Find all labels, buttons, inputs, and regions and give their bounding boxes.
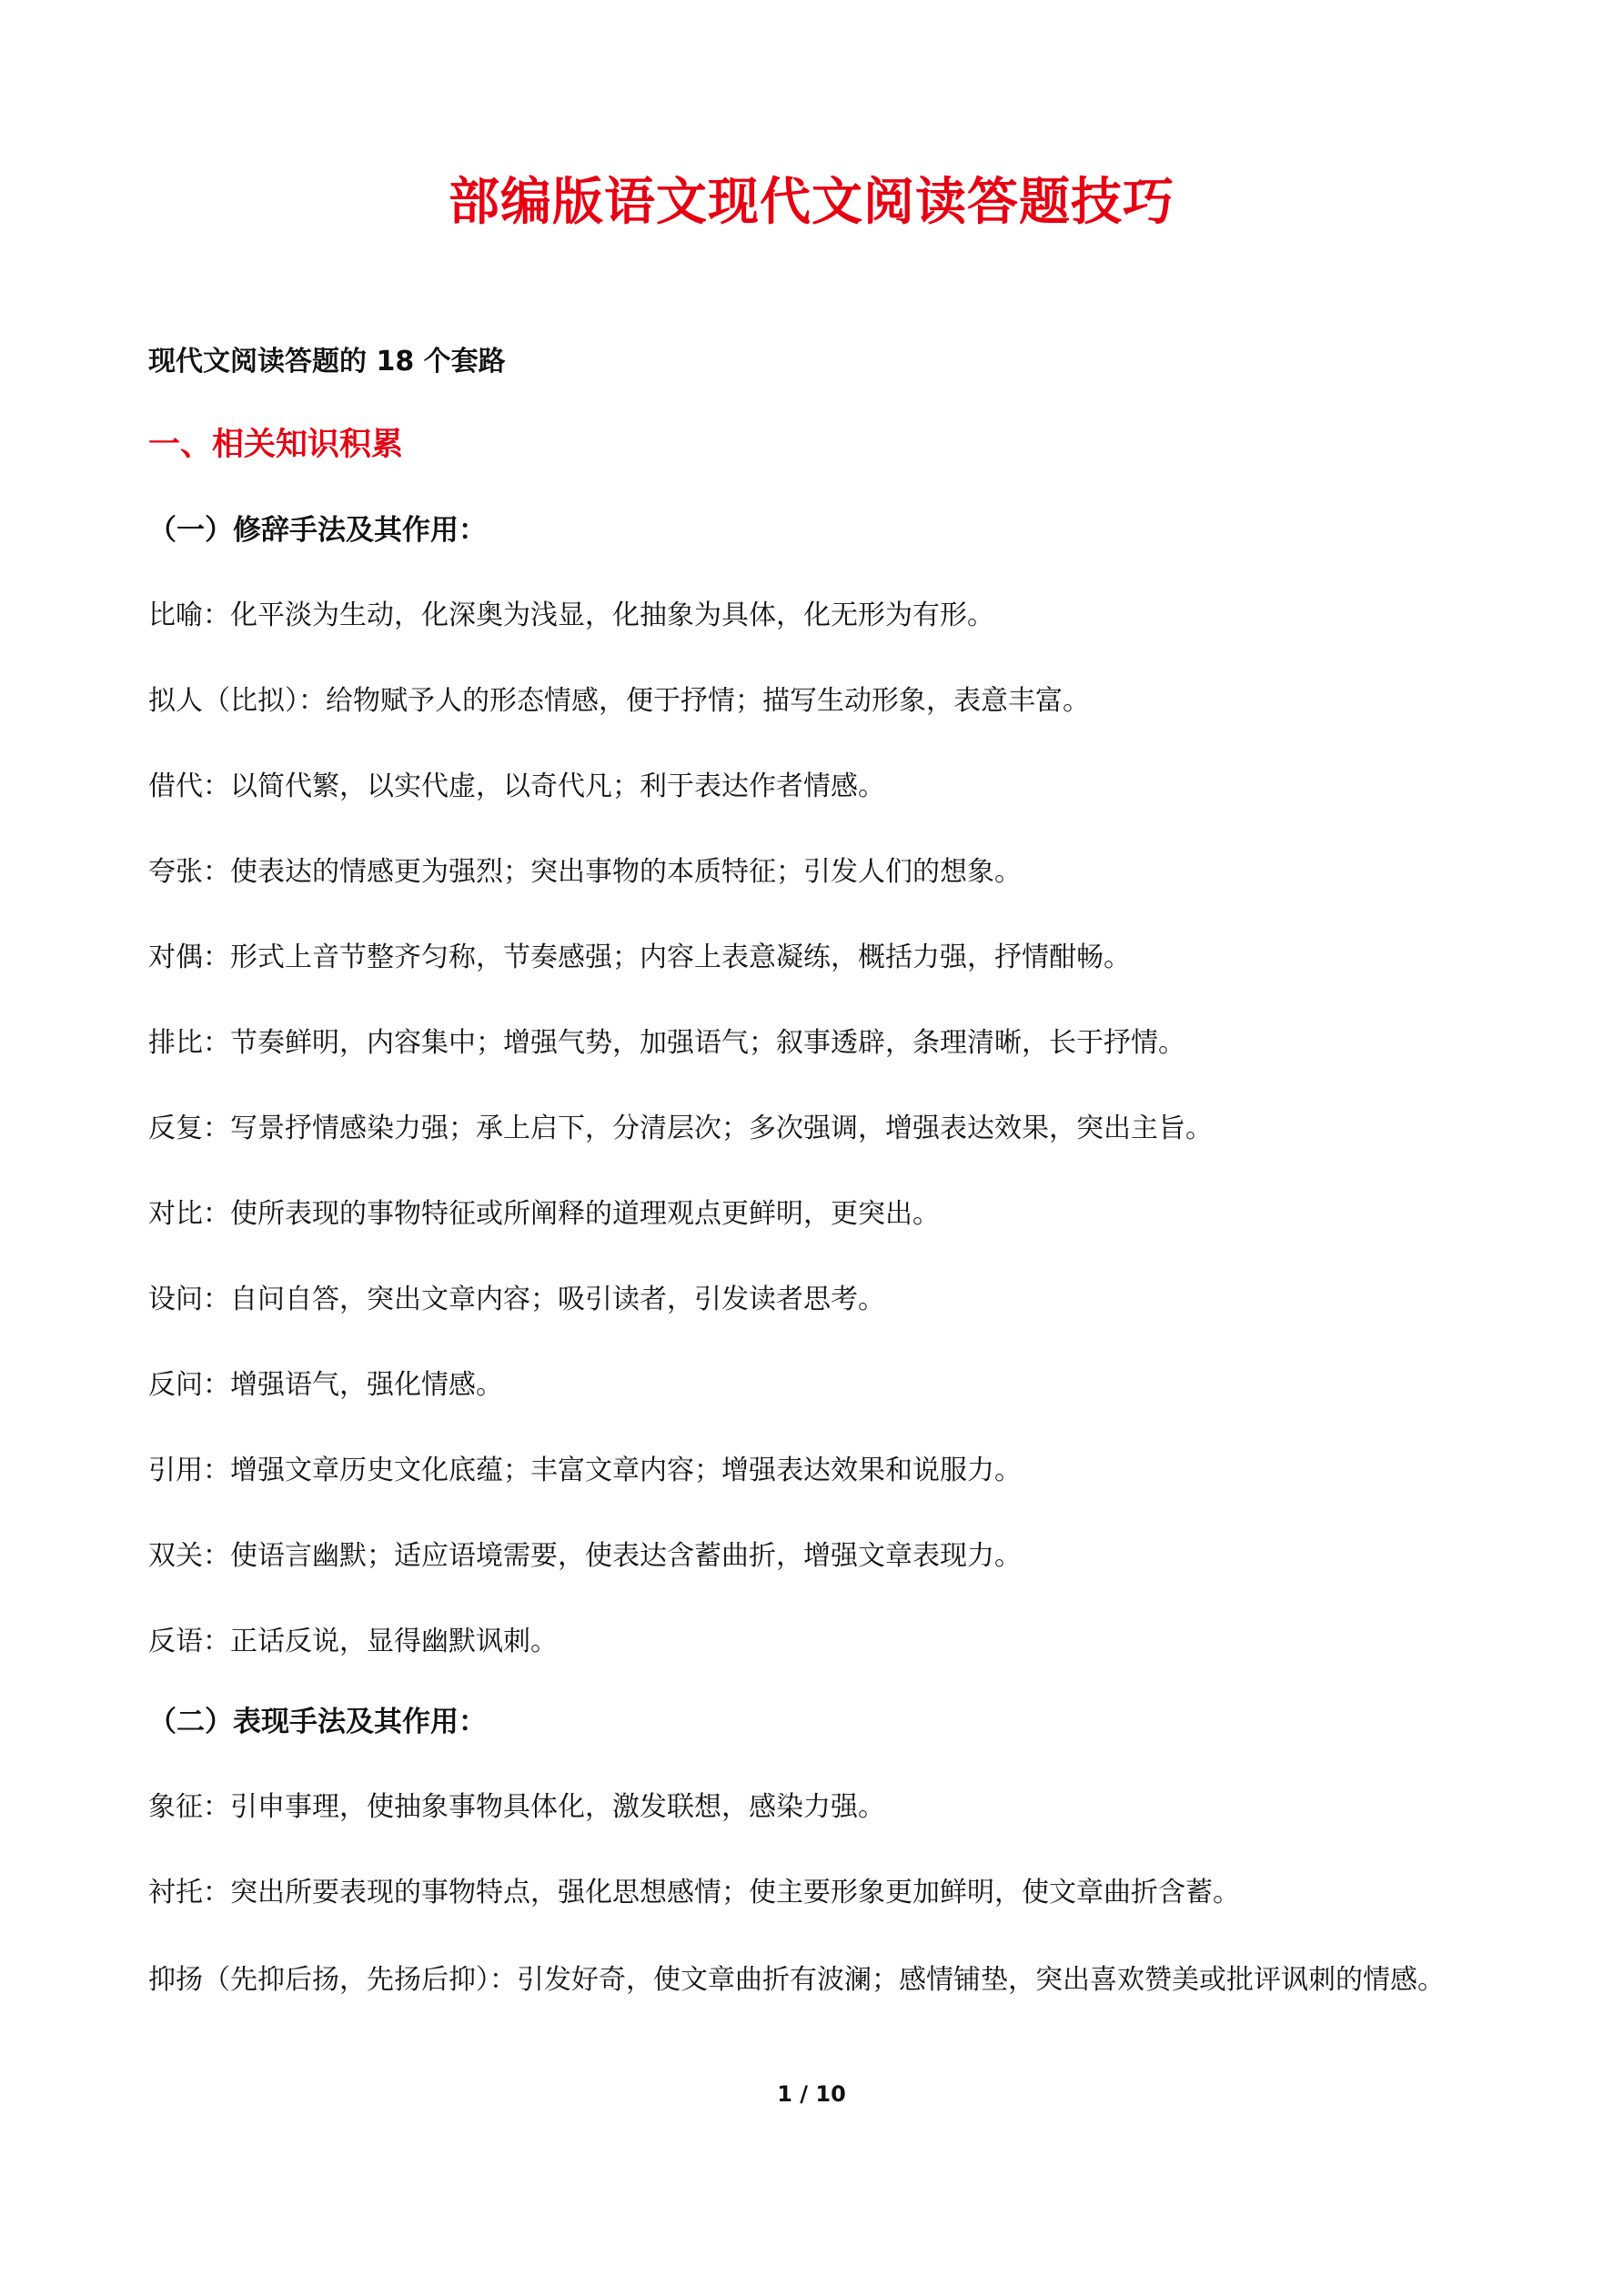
document-body: [148, 344, 1477, 2001]
document-subtitle: 现代文阅读答题的 18 个套路: [148, 346, 506, 378]
rhetoric-item-contrast: 对比：使所表现的事物特征或所阐释的道理观点更鲜明，更突出。: [148, 1198, 940, 1230]
rhetoric-list: [148, 597, 1477, 1661]
technique-item-suppression-praise: 抑扬（先抑后扬，先扬后抑）：引发好奇，使文章曲折有波澜；感情铺垫，突出喜欢赞美或批评讽刺的情感。: [148, 1964, 1445, 1996]
page-number: 1 / 10: [777, 2081, 846, 2107]
rhetoric-item-metaphor: 比喻：化平淡为生动，化深奥为浅显，化抽象为具体，化无形为有形。: [148, 599, 994, 631]
rhetoric-item-personification: 拟人（比拟）：给物赋予人的形态情感，便于抒情；描写生动形象，表意丰富。: [148, 685, 1090, 717]
technique-item-symbolism: 象征：引申事理，使抽象事物具体化，激发联想，感染力强。: [148, 1791, 885, 1823]
rhetoric-item-metonymy: 借代：以简代繁，以实代虚，以奇代凡；利于表达作者情感。: [148, 770, 885, 802]
rhetoric-item-hyperbole: 夸张：使表达的情感更为强烈；突出事物的本质特征；引发人们的想象。: [148, 856, 1022, 888]
rhetoric-item-parallelism: 排比：节奏鲜明，内容集中；增强气势，加强语气；叙事透辟，条理清晰，长于抒情。: [148, 1027, 1185, 1059]
rhetoric-item-irony: 反语：正话反说，显得幽默讽刺。: [148, 1626, 558, 1657]
rhetoric-item-hypophora: 设问：自问自答，突出文章内容；吸引读者，引发读者思考。: [148, 1284, 885, 1315]
document-title: 部编版语文现代文阅读答题技巧: [449, 172, 1174, 232]
rhetoric-item-antithesis: 对偶：形式上音节整齐匀称，节奏感强；内容上表意凝练，概括力强，抒情酣畅。: [148, 942, 1131, 973]
technique-item-foil: 衬托：突出所要表现的事物特点，强化思想感情；使主要形象更加鲜明，使文章曲折含蓄。: [148, 1877, 1240, 1908]
rhetoric-item-quotation: 引用：增强文章历史文化底蕴；丰富文章内容；增强表达效果和说服力。: [148, 1455, 1022, 1486]
rhetoric-item-pun: 双关：使语言幽默；适应语境需要，使表达含蓄曲折，增强文章表现力。: [148, 1540, 1022, 1572]
rhetoric-item-repetition: 反复：写景抒情感染力强；承上启下，分清层次；多次强调，增强表达效果，突出主旨。: [148, 1113, 1213, 1144]
subsection-heading-techniques: （二）表现手法及其作用：: [148, 1706, 487, 1738]
technique-list: [148, 1788, 1477, 2001]
rhetoric-item-rhetorical-question: 反问：增强语气，强化情感。: [148, 1369, 503, 1401]
subsection-heading-rhetoric: （一）修辞手法及其作用：: [148, 514, 487, 547]
section-heading-knowledge: 一、相关知识积累: [148, 427, 404, 463]
